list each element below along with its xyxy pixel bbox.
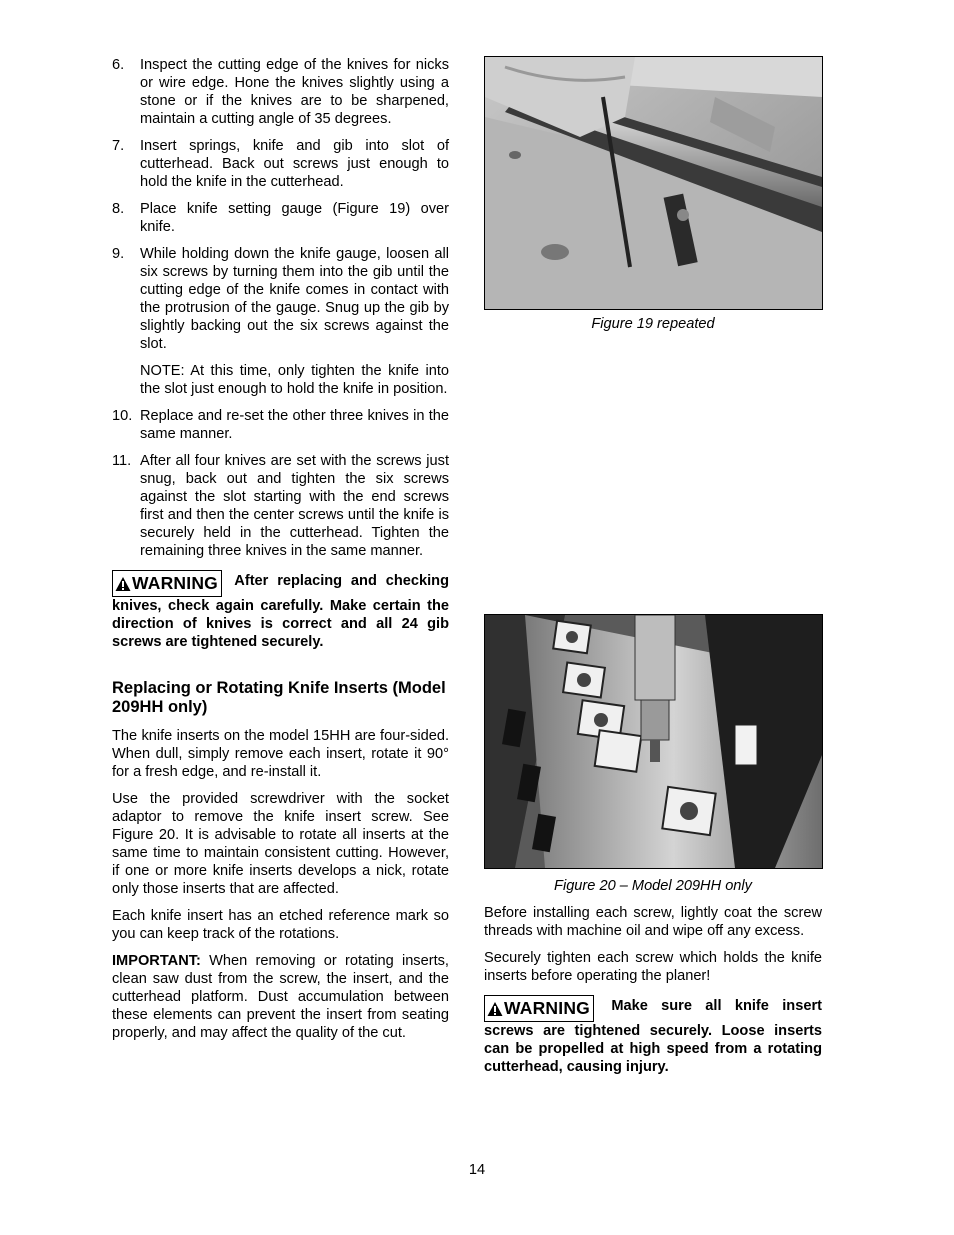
step-text: Replace and re-set the other three knives in the same manner. [140,408,449,442]
figure-19-caption: Figure 19 repeated [591,316,715,332]
step-text: After all four knives are set with the screws just snug, back out and tighten the six screws against the slot starting with the end screws first and then the center screws until the knife is securely held in the cutterhead. Tighten the remaining three knives in the same manner. [140,453,449,559]
step-text: Place knife setting gauge (Figure 19) over knife. [140,201,449,235]
important-label: IMPORTANT: [112,953,201,969]
step-item [112,407,449,443]
step-note: NOTE: At this time, only tighten the knife into the slot just enough to hold the knife in position. [140,363,449,397]
step-text: Inspect the cutting edge of the knives for nicks or wire edge. Hone the knives slightly using a stone or if the knives are to be sharpened, maintain a cutting angle of 35 degrees. [140,57,449,127]
knife-insert-photo-illustration [485,615,822,868]
instruction-steps [112,56,449,560]
step-number: 10. [112,408,133,424]
step-item [112,56,449,128]
warning-label: WARNING [132,573,218,593]
step-text: While holding down the knife gauge, loosen all six screws by turning them into the gib until the cutting edge of the knife comes in contact with the protrusion of the gauge. Snug up the gib by slightly backing out the six screws against the slot. [140,246,449,352]
warning-notice-2 [484,995,822,1076]
important-text: When removing or rotating inserts, clean saw dust from the screw, the insert, and the cutterhead platform. Dust accumulation between these elements can prevent the insert from seating properly, and may affect the quality of the cut. [112,953,449,1041]
warning-label: WARNING [504,998,590,1018]
figure-20-caption: Figure 20 – Model 209HH only [554,878,752,894]
warning-badge [484,995,594,1022]
important-paragraph [112,952,449,1042]
figure-20-photo [484,614,823,869]
section-paragraph: Use the provided screwdriver with the socket adaptor to remove the knife insert screw. See Figure 20. It is advisable to rotate all inserts at the same time to maintain consistent cutting. However, if one or more knife inserts develops a nick, rotate only those inserts that are affected. [112,791,449,897]
step-text: Insert springs, knife and gib into slot of cutterhead. Back out screws just enough to hold the knife in the cutterhead. [140,138,449,190]
figure-19-photo [484,56,823,310]
step-item [112,245,449,398]
warning-notice-1 [112,570,449,651]
left-column [112,56,449,1051]
warning-text: Make sure all knife insert screws are tightened securely. Loose inserts can be propelled at high speed from a rotating cutterhead, causing injury. [484,998,822,1075]
warning-triangle-icon [115,576,131,592]
section-heading: Replacing or Rotating Knife Inserts (Model 209HH only) [112,679,446,716]
right-paragraph: Securely tighten each screw which holds the knife inserts before operating the planer! [484,950,822,984]
step-number: 6. [112,57,125,73]
step-number: 7. [112,138,125,154]
right-paragraph: Before installing each screw, lightly coat the screw threads with machine oil and wipe off any excess. [484,905,822,939]
step-number: 11. [112,453,132,469]
step-item [112,137,449,191]
warning-text: After replacing and checking knives, check again carefully. Make certain the direction of knives is correct and all 24 gib screws are tightened securely. [112,573,449,650]
step-number: 9. [112,246,125,262]
section-paragraph: The knife inserts on the model 15HH are four-sided. When dull, simply remove each insert, rotate it 90° for a fresh edge, and re-install it. [112,728,449,780]
section-paragraph: Each knife insert has an etched reference mark so you can keep track of the rotations. [112,908,449,942]
right-column [484,904,822,1076]
warning-badge [112,570,222,597]
knife-gauge-photo-illustration [485,57,822,309]
step-item [112,452,449,560]
step-item [112,200,449,236]
warning-triangle-icon [487,1001,503,1017]
step-number: 8. [112,201,125,217]
page-number: 14 [468,1162,486,1178]
